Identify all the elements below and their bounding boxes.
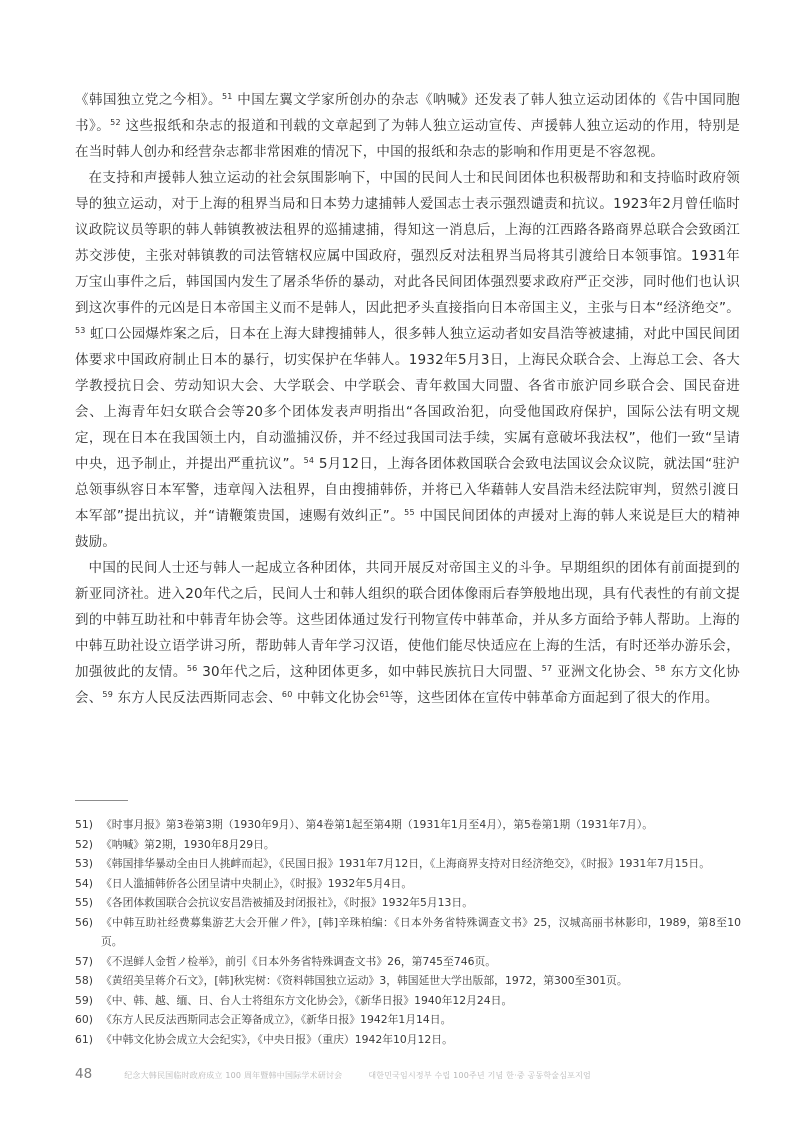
footnote-reference: 54 [303,456,315,465]
footnote-item [75,913,741,952]
footnote-reference: 53 [75,326,86,335]
footnote-text: 《黄绍美呈蒋介石文》，[韩]秋宪树：《资料韩国独立运动》3，韩国延世大学出版部，1972，第300至301页。 [101,974,628,987]
footnote-number: 55) [75,896,93,909]
footnote-text: 《各团体救国联合会抗议安昌浩被捕及封闭报社》，《时报》1932年5月13日。 [101,896,473,909]
text-run: 亚洲文化协会、 [552,664,655,680]
footnote-reference: 58 [655,664,666,673]
footnote-item [75,815,741,835]
text-run: 5月12日，上海各团体救国联合会致电法国议会众议院，就法国“驻沪总领事纵容日本军警，违章闯入法租界，自由搜捕韩侨，并将已入华藉韩人安昌浩未经法院审判，贸然引渡日本军部”提出抗议，并“请鞭策贵国，速赐有效纠正”。 [75,456,740,524]
text-run: 在支持和声援韩人独立运动的社会氛围影响下，中国的民间人士和民间团体也积极帮助和和支持临时政府领导的独立运动，对于上海的租界当局和日本势力逮捕韩人爱国志士表示强烈谴责和抗议。1923年2月曾任临时议政院议员等职的韩人韩镇教被法租界的巡捕逮捕，得知这一消息后，上海的江西路各路商界总联合会致函江苏交涉使，主张对韩镇教的司法管辖权应属中国政府，强烈反对法租界当局将其引渡给日本领事馆。1931年万宝山事件之后，韩国国内发生了屠杀华侨的暴动，对此各民间团体强烈要求政府严正交涉，同时他们也认识到这次事件的元凶是日本帝国主义而不是韩人，因此把矛头直接指向日本帝国主义，主张与日本“经济绝交”。 [75,170,740,316]
text-run: 中韩文化协会 [292,690,380,706]
footnote-item [75,854,741,874]
footer-title-korean: 대한민국임시정부 수립 100주년 기념 한·중 공동학술심포지엄 [368,1071,591,1080]
footnote-item [75,952,741,972]
paragraph [75,87,740,165]
footnote-number: 51) [75,818,93,831]
footnote-item [75,893,741,913]
text-run: 中国的民间人士还与韩人一起成立各种团体，共同开展反对帝国主义的斗争。早期组织的团体有前面提到的新亚同济社。进入20年代之后，民间人士和韩人组织的联合团体像雨后春笋般地出现，具有代表性的有前文提到的中韩互助社和中韩青年协会等。这些团体通过发行刊物宣传中韩革命，并从多方面给予韩人帮助。上海的中韩互助社设立语学讲习所，帮助韩人青年学习汉语，使他们能尽快适应在上海的生活，有时还举办游乐会，加强彼此的友情。 [75,560,740,680]
footnote-item [75,1030,741,1050]
footnote-reference: 59 [102,690,113,699]
footnote-number: 59) [75,993,93,1007]
footnote-item [75,874,741,894]
footnote-number: 57) [75,954,93,968]
footnote-text: 《呐喊》第2期，1930年8月29日。 [101,837,275,851]
footnote-number: 60) [75,1013,93,1026]
body-text [75,87,740,711]
page-footer [75,1066,744,1082]
paragraph [75,555,740,711]
footnote-text: 《时事月报》第3卷第3期（1930年9月）、第4卷第1起至第4期（1931年1月至4月），第5卷第1期（1931年7月）。 [101,818,654,831]
footnote-text: 《日人滥捕韩侨各公团呈请中央制止》，《时报》1932年5月4日。 [101,876,413,890]
text-run: 等，这些团体在宣传中韩革命方面起到了很大的作用。 [389,690,719,706]
footnote-number: 52) [75,837,93,851]
footnote-reference: 52 [110,118,121,127]
footnote-item [75,991,741,1011]
footnote-text: 《中韩文化协会成立大会纪实》，《中央日报》（重庆）1942年10月12日。 [101,1032,453,1046]
footnote-text: 《不逞鲜人金哲ノ检举》，前引《日本外务省特殊调查文书》26，第745至746页。 [101,954,497,968]
text-run: 东方文化协会、 [75,664,741,706]
footnote-text: 《韩国排华暴动全由日人挑衅而起》，《民国日报》1931年7月12日，《上海商界支持对日经济绝交》，《时报》1931年7月15日。 [101,857,711,870]
footnote-reference: 55 [404,508,415,517]
text-run: 这些报纸和杂志的报道和刊载的文章起到了为韩人独立运动宣传、声援韩人独立运动的作用，特别是在当时韩人创办和经营杂志都非常困难的情况下，中国的报纸和杂志的影响和作用更是不容忽视。 [75,118,740,160]
text-run: 中国左翼文学家所创办的杂志《呐喊》还发表了韩人独立运动团体的《告中国同胞书》。 [75,92,740,134]
footnote-number: 58) [75,974,93,987]
footnote-number: 61) [75,1032,93,1046]
footnote-item [75,971,741,991]
footnote-reference: 61 [379,690,390,699]
footnote-number: 53) [75,857,93,870]
footnote-separator [75,800,128,801]
footnote-item [75,835,741,855]
footnote-number: 54) [75,876,93,890]
text-run: 虹口公园爆炸案之后，日本在上海大肆搜捕韩人，很多韩人独立运动者如安昌浩等被逮捕，对此中国民间团体要求中国政府制止日本的暴行，切实保护在华韩人。1932年5月3日，上海民众联合会、上海总工会、各大学教授抗日会、劳动知识大会、大学联会、中学联会、青年救国大同盟、各省市旅沪同乡联合会、国民奋进会、上海青年妇女联合会等20多个团体发表声明指出“各国政治犯，向受他国政府保护，国际公法有明文规定，现在日本在我国领土内，自动滥捕汉侨，并不经过我国司法手续，实属有意破坏我法权”，他们一致“呈请中央，迅予制止，并提出严重抗议”。 [75,326,740,472]
paragraph [75,165,740,555]
page-number: 48 [75,1066,93,1082]
footnote-reference: 51 [221,92,233,101]
footnote-text: 《东方人民反法西斯同志会正筹备成立》，《新华日报》1942年1月14日。 [101,1013,452,1026]
footnote-reference: 57 [541,664,553,673]
text-run: 东方人民反法西斯同志会、 [113,690,282,706]
footnote-text: 《中韩互助社经费募集游艺大会开催ノ件》，[韩]辛珠柏编：《日本外务省特殊调查文书》25，汉城高丽书林影印，1989，第8至10页。 [101,915,741,948]
footnote-text: 《中、韩、越、缅、日、台人士将组东方文化协会》，《新华日报》1940年12月24日。 [101,993,513,1007]
footnote-item [75,1010,741,1030]
text-run: 《韩国独立党之今相》。 [75,92,222,108]
footnote-number: 56) [75,915,93,929]
footnote-reference: 56 [186,664,198,673]
footnotes-section [75,815,741,1049]
footnote-reference: 60 [281,690,293,699]
text-run: 30年代之后，这种团体更多，如中韩民族抗日大同盟、 [197,664,542,680]
text-run: 中国民间团体的声援对上海的韩人来说是巨大的精神鼓励。 [75,508,741,550]
footer-title-chinese: 纪念大韩民国临时政府成立 100 周年暨韩中国际学术研讨会 [124,1071,343,1080]
